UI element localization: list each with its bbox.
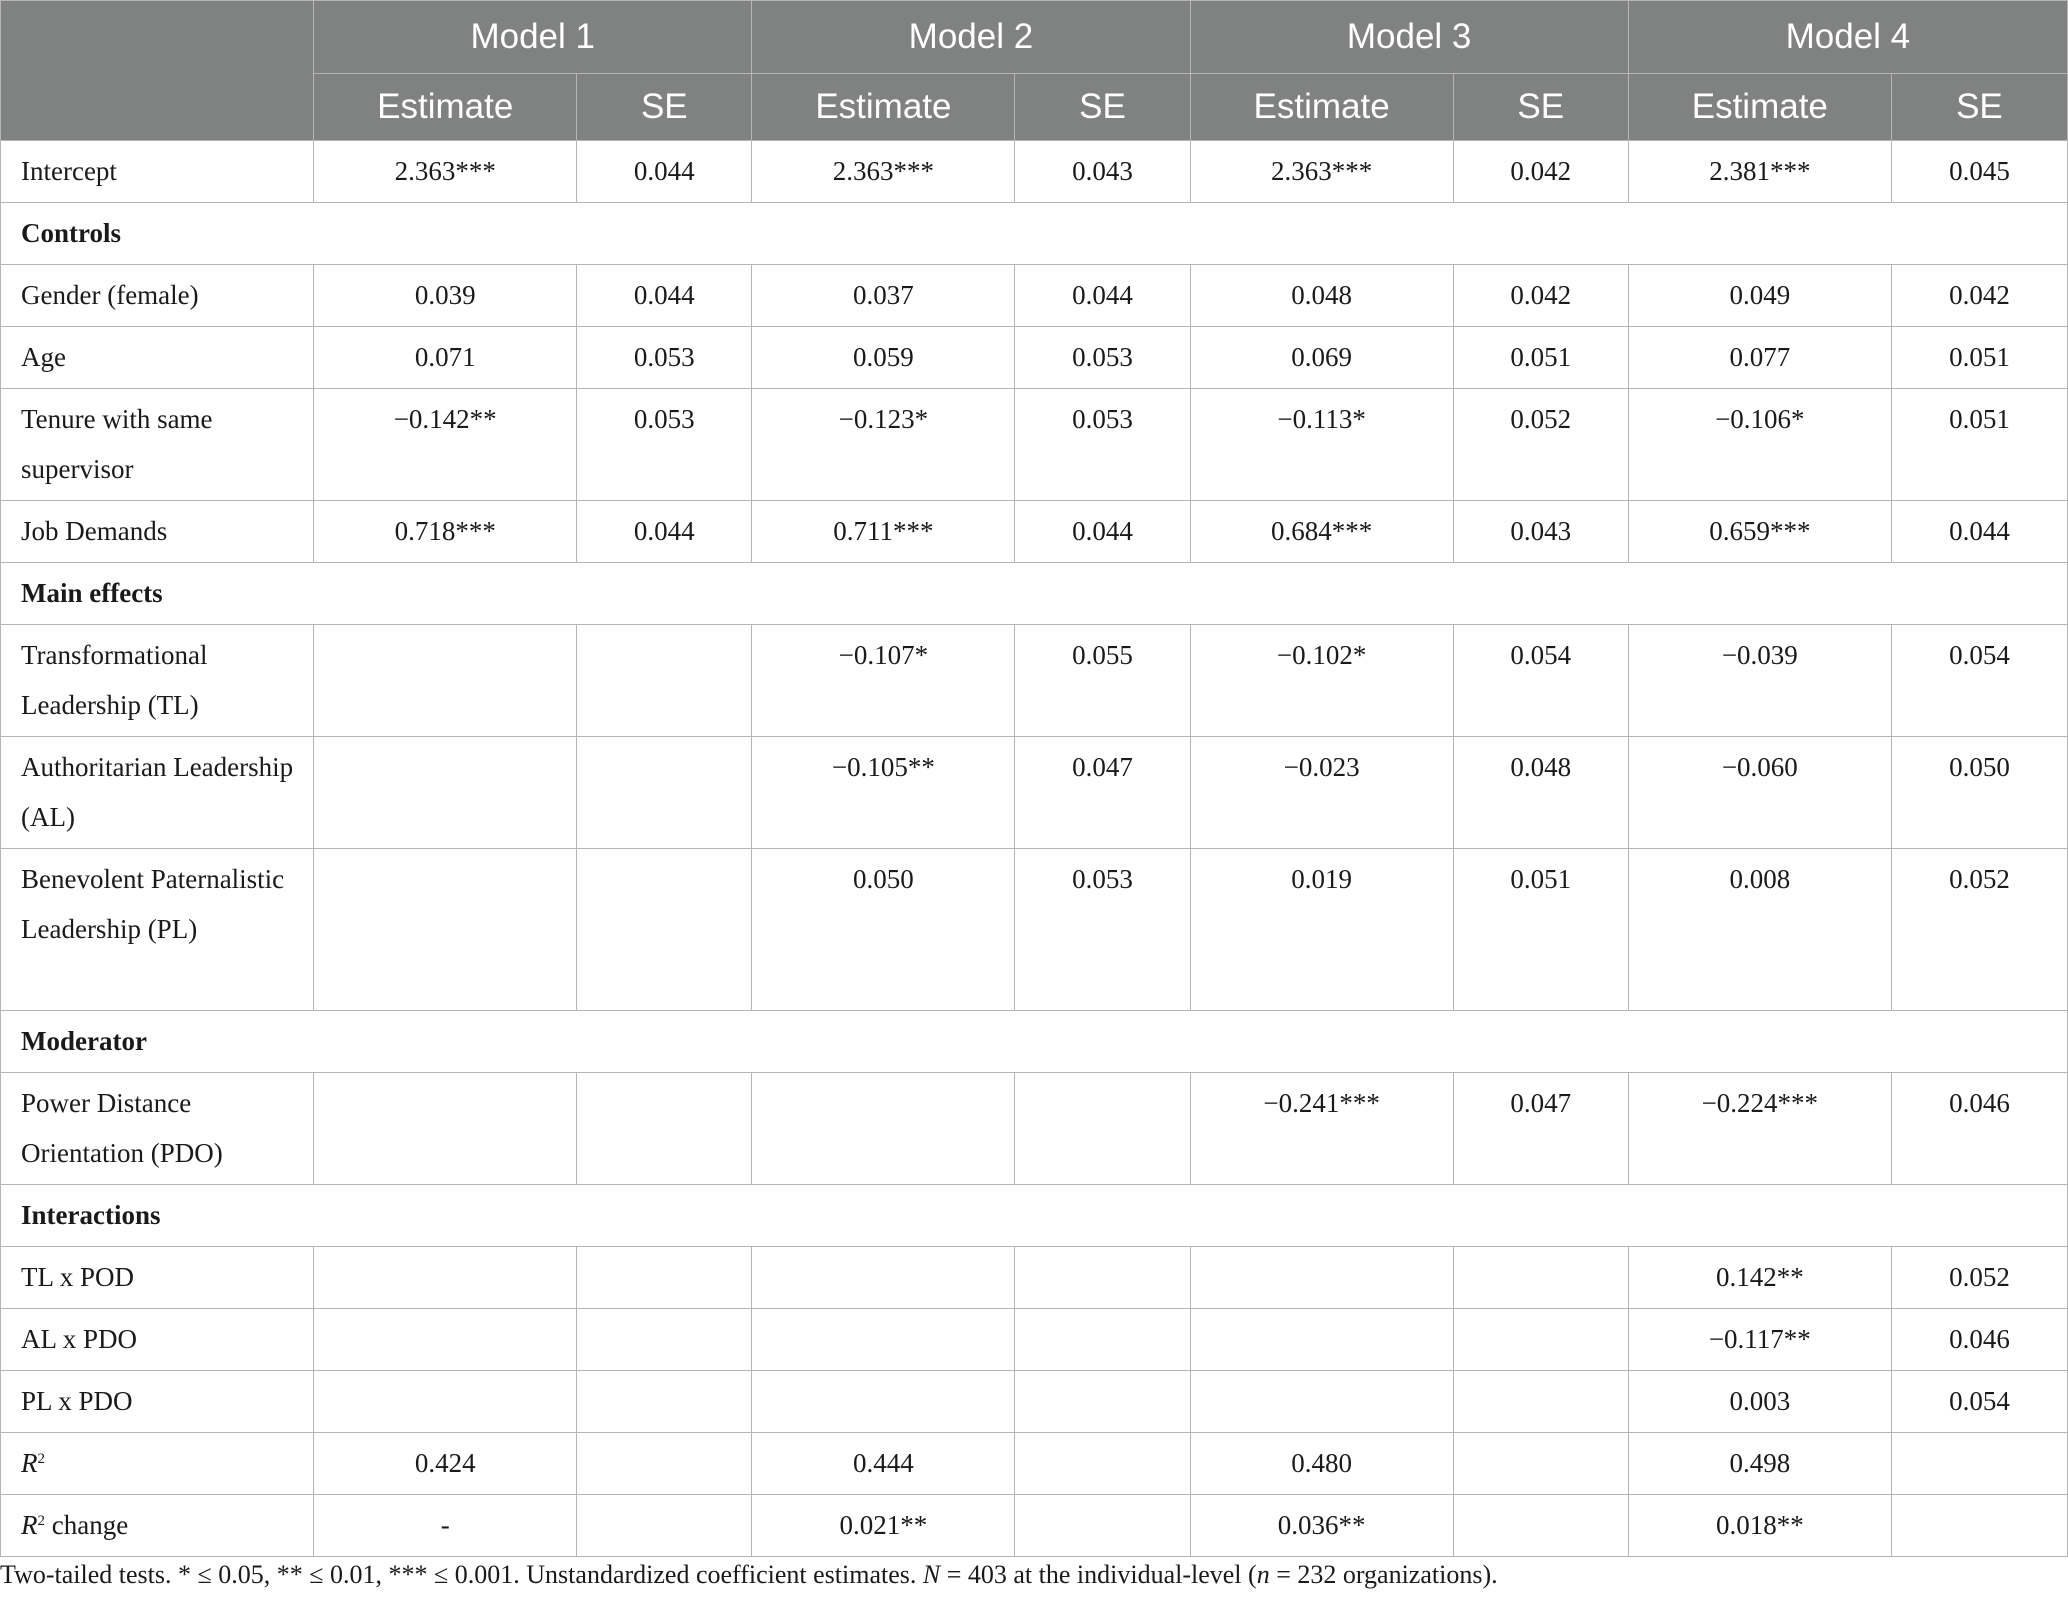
- se-cell: [577, 1309, 752, 1371]
- row-label: PL x PDO: [1, 1371, 314, 1433]
- estimate-cell: 0.018**: [1628, 1495, 1891, 1557]
- se-cell: 0.053: [1015, 327, 1190, 389]
- footnote-text-1: Two-tailed tests. * ≤ 0.05, ** ≤ 0.01, *** ≤ 0.001. Unstandardized coefficient estimates.: [0, 1560, 923, 1589]
- estimate-cell: 0.037: [752, 265, 1015, 327]
- se-cell: 0.043: [1015, 141, 1190, 203]
- estimate-cell: 0.071: [314, 327, 577, 389]
- estimate-cell: [1190, 1371, 1453, 1433]
- estimate-cell: 2.381***: [1628, 141, 1891, 203]
- estimate-cell: 0.048: [1190, 265, 1453, 327]
- estimate-cell: 0.059: [752, 327, 1015, 389]
- estimate-cell: [752, 1247, 1015, 1309]
- section-heading: Moderator: [1, 1011, 2068, 1073]
- estimate-cell: −0.224***: [1628, 1073, 1891, 1185]
- estimate-cell: −0.241***: [1190, 1073, 1453, 1185]
- row-label: TL x POD: [1, 1247, 314, 1309]
- estimate-cell: −0.107*: [752, 625, 1015, 737]
- se-cell: [1453, 1495, 1628, 1557]
- se-cell: 0.044: [577, 265, 752, 327]
- se-cell: 0.051: [1453, 849, 1628, 1011]
- row-label: Authoritarian Leadership (AL): [1, 737, 314, 849]
- se-cell: [1015, 1495, 1190, 1557]
- se-cell: [1891, 1433, 2067, 1495]
- se-cell: 0.054: [1891, 1371, 2067, 1433]
- footnote-text-2: = 403 at the individual-level (: [940, 1560, 1257, 1589]
- estimate-cell: 0.659***: [1628, 501, 1891, 563]
- se-cell: 0.052: [1891, 849, 2067, 1011]
- se-cell: 0.042: [1453, 265, 1628, 327]
- se-cell: 0.048: [1453, 737, 1628, 849]
- row-label: Power Distance Orientation (PDO): [1, 1073, 314, 1185]
- row-label: Job Demands: [1, 501, 314, 563]
- model-header: Model 1: [314, 1, 752, 74]
- table-row: [1, 1247, 2068, 1309]
- section-heading: Controls: [1, 203, 2068, 265]
- estimate-cell: 2.363***: [752, 141, 1015, 203]
- header-blank-cell: [1, 1, 314, 141]
- se-cell: [1015, 1371, 1190, 1433]
- section-row: [1, 203, 2068, 265]
- estimate-cell: [752, 1073, 1015, 1185]
- estimate-cell: 0.077: [1628, 327, 1891, 389]
- se-cell: 0.053: [1015, 389, 1190, 501]
- se-cell: 0.043: [1453, 501, 1628, 563]
- se-cell: 0.051: [1891, 327, 2067, 389]
- section-heading: Interactions: [1, 1185, 2068, 1247]
- se-cell: 0.051: [1891, 389, 2067, 501]
- se-cell: [1453, 1371, 1628, 1433]
- se-cell: [577, 625, 752, 737]
- table-row: [1, 327, 2068, 389]
- se-cell: 0.050: [1891, 737, 2067, 849]
- estimate-cell: −0.142**: [314, 389, 577, 501]
- estimate-cell: [314, 1371, 577, 1433]
- se-cell: 0.047: [1453, 1073, 1628, 1185]
- estimate-cell: −0.113*: [1190, 389, 1453, 501]
- table-row: [1, 625, 2068, 737]
- estimate-header: Estimate: [752, 74, 1015, 141]
- estimate-cell: −0.060: [1628, 737, 1891, 849]
- estimate-cell: [752, 1371, 1015, 1433]
- se-cell: 0.044: [1015, 501, 1190, 563]
- estimate-cell: 0.444: [752, 1433, 1015, 1495]
- row-label: Intercept: [1, 141, 314, 203]
- se-cell: 0.053: [577, 327, 752, 389]
- se-cell: [1015, 1247, 1190, 1309]
- section-row: [1, 1011, 2068, 1073]
- row-label: [1, 1495, 314, 1557]
- table-row: [1, 1073, 2068, 1185]
- estimate-cell: 0.003: [1628, 1371, 1891, 1433]
- row-label: AL x PDO: [1, 1309, 314, 1371]
- se-cell: 0.052: [1453, 389, 1628, 501]
- estimate-cell: [314, 737, 577, 849]
- r-squared-exponent: 2: [37, 1513, 45, 1529]
- se-cell: 0.052: [1891, 1247, 2067, 1309]
- table-row: [1, 737, 2068, 849]
- se-cell: 0.046: [1891, 1073, 2067, 1185]
- se-cell: 0.044: [577, 501, 752, 563]
- section-row: [1, 1185, 2068, 1247]
- estimate-cell: 2.363***: [1190, 141, 1453, 203]
- table-row: [1, 1371, 2068, 1433]
- estimate-cell: −0.106*: [1628, 389, 1891, 501]
- se-cell: [577, 1073, 752, 1185]
- table-row: [1, 265, 2068, 327]
- estimate-cell: 0.021**: [752, 1495, 1015, 1557]
- se-cell: [577, 1371, 752, 1433]
- table-row: [1, 389, 2068, 501]
- se-cell: [1015, 1073, 1190, 1185]
- se-cell: [1015, 1309, 1190, 1371]
- se-cell: 0.042: [1891, 265, 2067, 327]
- estimate-header: Estimate: [314, 74, 577, 141]
- se-cell: [577, 737, 752, 849]
- estimate-cell: 0.142**: [1628, 1247, 1891, 1309]
- se-cell: 0.044: [1891, 501, 2067, 563]
- row-label: Age: [1, 327, 314, 389]
- table-body: [1, 141, 2068, 1557]
- se-header: SE: [1453, 74, 1628, 141]
- estimate-cell: [1190, 1309, 1453, 1371]
- model-header: Model 4: [1628, 1, 2067, 74]
- se-cell: [577, 1247, 752, 1309]
- se-cell: 0.055: [1015, 625, 1190, 737]
- se-cell: [1891, 1495, 2067, 1557]
- se-cell: [577, 1495, 752, 1557]
- footnote-n-total: N: [922, 1560, 941, 1589]
- estimate-cell: [1190, 1247, 1453, 1309]
- row-label-suffix: change: [45, 1510, 129, 1540]
- r-squared-exponent: 2: [37, 1451, 45, 1467]
- r-squared-symbol: R: [21, 1510, 38, 1540]
- estimate-cell: 0.049: [1628, 265, 1891, 327]
- estimate-cell: [314, 625, 577, 737]
- se-cell: 0.054: [1453, 625, 1628, 737]
- estimate-cell: −0.105**: [752, 737, 1015, 849]
- footnote-text-3: = 232 organizations).: [1269, 1560, 1498, 1589]
- estimate-cell: 0.480: [1190, 1433, 1453, 1495]
- table-row: [1, 1309, 2068, 1371]
- table-row: [1, 141, 2068, 203]
- table-row: [1, 849, 2068, 1011]
- se-cell: 0.054: [1891, 625, 2067, 737]
- row-label: Transformational Leadership (TL): [1, 625, 314, 737]
- row-label: [1, 1433, 314, 1495]
- estimate-cell: [314, 1073, 577, 1185]
- se-cell: 0.044: [577, 141, 752, 203]
- table-row: [1, 1433, 2068, 1495]
- estimate-cell: −0.102*: [1190, 625, 1453, 737]
- estimate-cell: 0.069: [1190, 327, 1453, 389]
- table-row: [1, 1495, 2068, 1557]
- se-cell: 0.044: [1015, 265, 1190, 327]
- se-header: SE: [1891, 74, 2067, 141]
- se-cell: 0.051: [1453, 327, 1628, 389]
- estimate-cell: [314, 849, 577, 1011]
- estimate-cell: 0.711***: [752, 501, 1015, 563]
- se-header: SE: [1015, 74, 1190, 141]
- r-squared-symbol: R: [21, 1448, 38, 1478]
- se-cell: 0.042: [1453, 141, 1628, 203]
- se-cell: 0.046: [1891, 1309, 2067, 1371]
- estimate-cell: 2.363***: [314, 141, 577, 203]
- estimate-cell: 0.424: [314, 1433, 577, 1495]
- estimate-cell: −0.039: [1628, 625, 1891, 737]
- estimate-cell: −0.123*: [752, 389, 1015, 501]
- table-row: [1, 501, 2068, 563]
- se-cell: [1453, 1433, 1628, 1495]
- estimate-cell: −0.023: [1190, 737, 1453, 849]
- section-row: [1, 563, 2068, 625]
- estimate-cell: [314, 1247, 577, 1309]
- se-header: SE: [577, 74, 752, 141]
- estimate-cell: −0.117**: [1628, 1309, 1891, 1371]
- estimate-cell: 0.498: [1628, 1433, 1891, 1495]
- model-header: Model 2: [752, 1, 1190, 74]
- estimate-cell: 0.036**: [1190, 1495, 1453, 1557]
- se-cell: 0.047: [1015, 737, 1190, 849]
- estimate-cell: 0.718***: [314, 501, 577, 563]
- se-cell: 0.045: [1891, 141, 2067, 203]
- se-cell: [1453, 1247, 1628, 1309]
- row-label: Tenure with same supervisor: [1, 389, 314, 501]
- estimate-header: Estimate: [1190, 74, 1453, 141]
- estimate-cell: [752, 1309, 1015, 1371]
- estimate-cell: 0.019: [1190, 849, 1453, 1011]
- footnote-n-orgs: n: [1256, 1560, 1270, 1589]
- estimate-cell: 0.684***: [1190, 501, 1453, 563]
- section-heading: Main effects: [1, 563, 2068, 625]
- se-cell: [1015, 1433, 1190, 1495]
- row-label: Benevolent Paternalistic Leadership (PL): [1, 849, 314, 1011]
- table-footnote: [0, 1560, 1498, 1590]
- se-cell: [577, 849, 752, 1011]
- estimate-header: Estimate: [1628, 74, 1891, 141]
- estimate-cell: 0.008: [1628, 849, 1891, 1011]
- se-cell: [1453, 1309, 1628, 1371]
- table-header: [1, 1, 2068, 141]
- row-label: Gender (female): [1, 265, 314, 327]
- se-cell: 0.053: [577, 389, 752, 501]
- estimate-cell: [314, 1309, 577, 1371]
- estimate-cell: -: [314, 1495, 577, 1557]
- model-header: Model 3: [1190, 1, 1628, 74]
- se-cell: 0.053: [1015, 849, 1190, 1011]
- estimate-cell: 0.039: [314, 265, 577, 327]
- estimate-cell: 0.050: [752, 849, 1015, 1011]
- se-cell: [577, 1433, 752, 1495]
